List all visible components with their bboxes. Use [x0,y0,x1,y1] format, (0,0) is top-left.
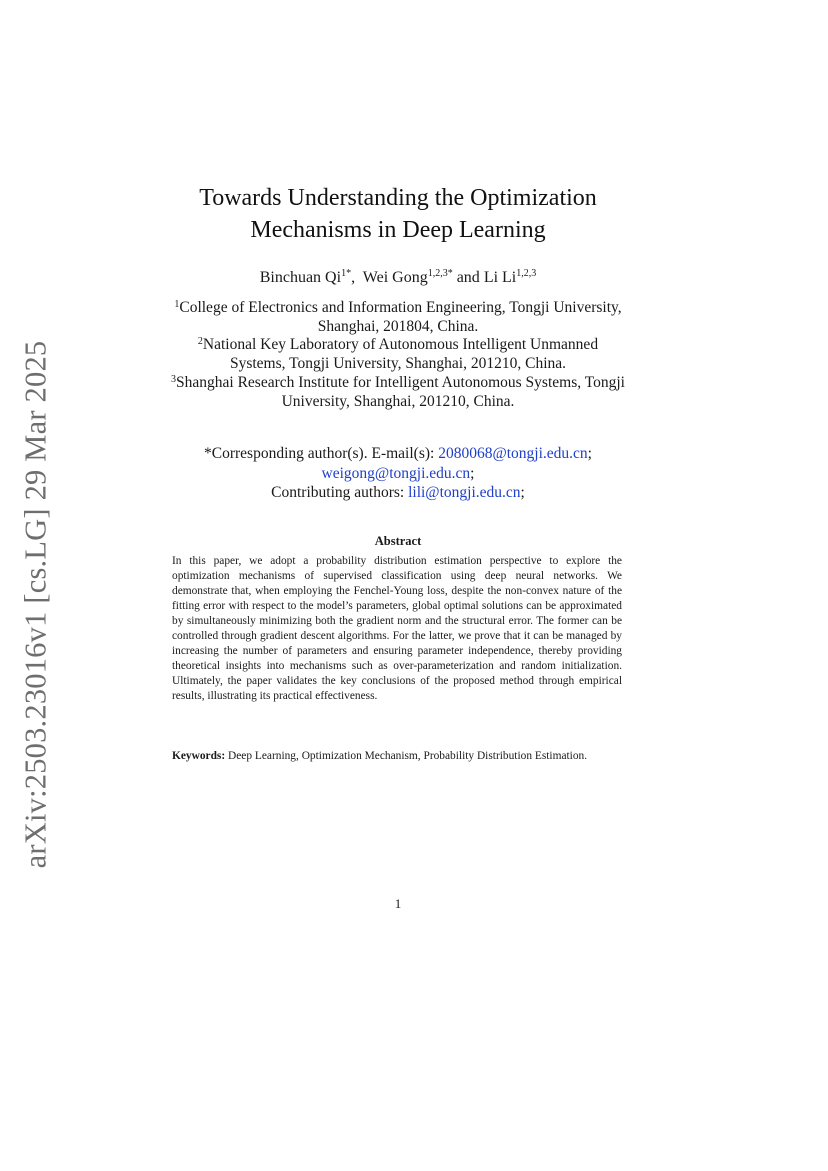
affiliation-2 [0,336,796,355]
author-conjunction: and [452,269,484,286]
affiliation-2-number: 2 [197,336,203,348]
arxiv-identifier-text: arXiv:2503.23016v1 [cs.LG] 29 Mar 2025 [18,340,53,869]
abstract-heading: Abstract [374,534,422,548]
arxiv-identifier-stamp [18,340,54,869]
author-name-1: Binchuan Qi [259,269,342,286]
abstract-body [172,554,622,704]
affiliation-3 [0,374,796,393]
corresponding-line [0,444,796,464]
keywords-text: Deep Learning, Optimization Mechanism, Probability Distribution Estimation. [225,750,588,762]
email-link-qi[interactable]: 2080068@tongji.edu.cn [438,445,588,462]
email-link-gong[interactable]: weigong@tongji.edu.cn [321,464,471,482]
abstract-text: In this paper, we adopt a probability distribution estimation perspective to explore the optimization mechanisms of supervised classification using deep neural networks. We demonstrate that, when employing the Fenchel-Young loss, despite the non-convex nature of the fitting error with respect to the model’s parameters, global optimal solutions can be approximated by simultaneously minimizing both the gradient norm and the structural error. The former can be controlled through gradient descent algorithms. For the latter, we prove that it can be managed by increasing the number of parameters and ensuring parameter independence, thereby providing theoretical insights into mechanisms such as over-parameterization and random initialization. Ultimately, the paper validates the key conclusions of the proposed method through empirical results, illustrating its practical effectiveness. [172,555,622,702]
paper-title [0,182,796,246]
author-affil-1: 1* [341,268,352,279]
affiliations [0,299,796,411]
author-affil-3: 1,2,3 [516,268,537,279]
title-line-2: Mechanisms in Deep Learning [250,217,546,243]
affiliation-1-number: 1 [174,299,180,310]
email-link-li[interactable]: lili@tongji.edu.cn [408,484,521,501]
keywords-label: Keywords: [172,750,226,762]
email-separator-3: ; [520,484,525,501]
affiliation-3-number: 3 [171,373,177,385]
affiliation-3-line-2: University, Shanghai, 201210, China. [281,392,515,410]
email-separator-1: ; [587,445,592,462]
correspondence-block [0,444,796,503]
title-line-1: Towards Understanding the Optimization [199,185,597,211]
page-number: 1 [394,896,402,911]
affiliation-2-line-1: National Key Laboratory of Autonomous Intelligent Unmanned [202,336,599,354]
contributing-label: Contributing authors: [271,484,409,501]
affiliation-1-line-2: Shanghai, 201804, China. [317,317,479,335]
affiliation-1-line-1: College of Electronics and Information Engineering, Tongji University, [179,299,622,316]
contributing-line [0,483,796,503]
author-separator: , [351,269,363,286]
affiliation-3-line-1: Shanghai Research Institute for Intelligent Autonomous Systems, Tongji [176,373,625,391]
affiliation-1 [0,299,796,318]
affiliation-2-line-2: Systems, Tongji University, Shanghai, 201210, China. [229,355,567,373]
author-name-2: Wei Gong [362,269,428,286]
corresponding-line-2 [0,464,796,484]
author-list [0,267,796,289]
email-separator-2: ; [470,464,475,482]
author-affil-2: 1,2,3* [427,268,453,279]
author-name-3: Li Li [483,269,517,286]
keywords [172,749,622,764]
corresponding-label: *Corresponding author(s). E-mail(s): [204,445,439,462]
